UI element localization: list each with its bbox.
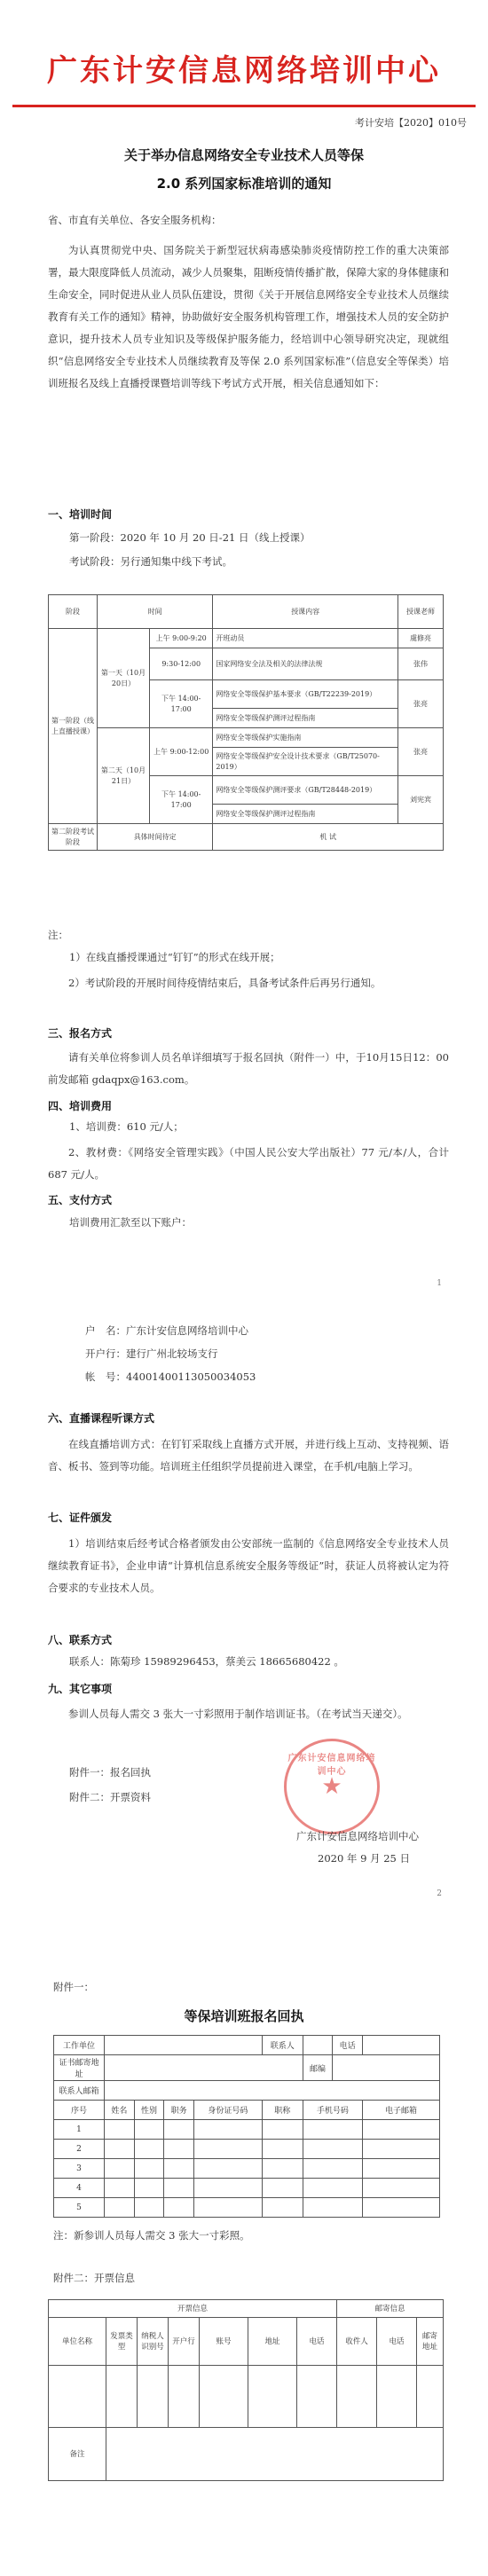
exam-stage-time: 考试阶段：另行通知集中线下考试。	[69, 555, 232, 568]
col-header: 地址	[248, 2318, 297, 2366]
slot-cell: 上午 9:00-9:20	[150, 629, 213, 648]
fee-training: 1、培训费：610 元/人；	[69, 1120, 184, 1133]
invoice-table	[48, 2299, 444, 2481]
input-contact[interactable]	[303, 2036, 333, 2055]
row-number: 5	[54, 2198, 105, 2218]
stage2-label: 第二阶段考试阶段	[49, 824, 98, 851]
cell[interactable]	[303, 2198, 362, 2218]
note-2: 2）考试阶段的开展时间待疫情结束后，具备考试条件后再另行通知。	[68, 977, 382, 989]
cell[interactable]	[164, 2179, 194, 2198]
cell[interactable]	[164, 2198, 194, 2218]
account-name: 户 名：广东计安信息网络培训中心	[85, 1324, 248, 1337]
annex1-title: 等保培训班报名回执	[184, 2008, 304, 2024]
cell[interactable]	[106, 2366, 138, 2428]
slot-cell: 上午 9:00-12:00	[150, 728, 213, 776]
cell[interactable]	[105, 2179, 135, 2198]
cell[interactable]	[363, 2140, 440, 2159]
col-header: 电子邮箱	[363, 2101, 440, 2120]
cell[interactable]	[134, 2140, 164, 2159]
cell[interactable]	[363, 2198, 440, 2218]
section-5-heading: 五、支付方式	[48, 1194, 113, 1206]
label-address: 证书邮寄地址	[54, 2055, 105, 2081]
annex1-note: 注：新参训人员每人需交 3 张大一寸彩照。	[53, 2229, 250, 2242]
stage2-time: 具体时间待定	[98, 824, 213, 851]
section-9-heading: 九、其它事项	[48, 1683, 113, 1695]
cell[interactable]	[164, 2120, 194, 2140]
attachment-2: 附件二：开票资料	[69, 1791, 151, 1803]
label-contact: 联系人	[262, 2036, 303, 2055]
annex1-label: 附件一：	[53, 1981, 94, 1993]
cell[interactable]	[134, 2159, 164, 2179]
content-cell: 网络安全等级保护基本要求（GB/T22239-2019）	[213, 680, 398, 709]
day2-label: 第二天（10月21日）	[98, 728, 150, 824]
section-6-heading: 六、直播课程听课方式	[48, 1412, 155, 1425]
slot-cell: 9:30-12:00	[150, 648, 213, 680]
cell[interactable]	[193, 2159, 262, 2179]
th-time: 时间	[98, 595, 213, 629]
teacher-cell: 张亮	[398, 680, 444, 728]
account-number: 帐 号：44001400113050034053	[85, 1370, 256, 1383]
slot-cell: 下午 14:00-17:00	[150, 680, 213, 728]
stage1-time: 第一阶段：2020 年 10 月 20 日-21 日（线上授课）	[69, 531, 311, 544]
col-header: 职称	[262, 2101, 303, 2120]
col-header: 账号	[200, 2318, 248, 2366]
content-cell: 国家网络安全法及相关的法律法规	[213, 648, 398, 680]
content-cell: 网络安全等级保护测评过程指南	[213, 709, 398, 728]
notice-title-line2: 2.0 系列国家标准培训的通知	[156, 176, 332, 192]
stage2-content: 机 试	[213, 824, 444, 851]
col-header: 电话	[297, 2318, 337, 2366]
cell[interactable]	[193, 2140, 262, 2159]
day1-label: 第一天（10月20日）	[98, 629, 150, 728]
col-header: 序号	[54, 2101, 105, 2120]
cell[interactable]	[297, 2366, 337, 2428]
doc-number: 考计安培【2020】010号	[355, 117, 467, 129]
th-stage: 阶段	[49, 595, 98, 629]
cell[interactable]	[138, 2366, 169, 2428]
col-header: 职务	[164, 2101, 194, 2120]
input-email[interactable]	[105, 2081, 440, 2101]
page-number-2: 2	[437, 1889, 442, 1898]
teacher-cell: 张伟	[398, 648, 444, 680]
cell[interactable]	[417, 2366, 444, 2428]
seal-text: 广东计安信息网络培训中心	[287, 1754, 376, 1777]
registration-form	[53, 2035, 440, 2218]
cell[interactable]	[134, 2120, 164, 2140]
label-unit: 工作单位	[54, 2036, 105, 2055]
col-header: 收件人	[337, 2318, 377, 2366]
schedule-table	[48, 594, 444, 851]
cell[interactable]	[164, 2140, 194, 2159]
seal-star-icon: ★	[321, 1773, 342, 1800]
group-mail: 邮寄信息	[337, 2300, 444, 2318]
content-cell: 网络安全等级保护安全设计技术要求（GB/T25070-2019）	[213, 748, 398, 776]
sign-org: 广东计安信息网络培训中心	[296, 1830, 419, 1842]
section-9-body: 参训人员每人需交 3 张大一寸彩照用于制作培训证书。（在考试当天递交）。	[68, 1708, 408, 1720]
cell[interactable]	[193, 2179, 262, 2198]
intro-paragraph: 为认真贯彻党中央、国务院关于新型冠状病毒感染肺炎疫情防控工作的重大决策部署，最大限度降低人员流动，减少人员聚集，阻断疫情传播扩散，保障大家的身体健康和生命安全，同时促进从业人员队伍建设，贯彻《关于开展信息网络安全专业技术人员继续教育有关工作的通知》精神，协助做好安全服务机构管理工作，增强技术人员的安全防护意识，提升技术人员专业知识及等级保护服务能力，经培训中心领导研究决定，现就组织“信息网络安全专业技术人员继续教育及等保 2.0 系列国家标准”（信息安全等保类）培训班报名及线上直播授课暨培训等线下考试方式开展，相关信息通知如下：	[48, 244, 449, 389]
input-unit[interactable]	[105, 2036, 263, 2055]
th-teacher: 授课老师	[398, 595, 444, 629]
input-zip[interactable]	[333, 2055, 440, 2081]
col-header: 电话	[377, 2318, 417, 2366]
section-3-body: 请有关单位将参训人员名单详细填写于报名回执（附件一）中，于10月15日12：00前发邮箱 gdaqpx@163.com。	[48, 1051, 449, 1086]
section-8-body: 联系人：陈菊珍 15989296453，蔡美云 18665680422 。	[69, 1655, 344, 1668]
section-1-heading: 一、培训时间	[48, 508, 113, 521]
cell[interactable]	[248, 2366, 297, 2428]
group-invoice: 开票信息	[49, 2300, 337, 2318]
salutation: 省、市直有关单位、各安全服务机构：	[48, 214, 222, 226]
section-5-body: 培训费用汇款至以下账户：	[69, 1216, 192, 1229]
red-divider	[12, 105, 476, 107]
cell[interactable]	[262, 2140, 303, 2159]
section-3-heading: 三、报名方式	[48, 1027, 113, 1040]
annex2-label: 附件二：开票信息	[53, 2272, 135, 2284]
cell[interactable]	[49, 2366, 106, 2428]
cell[interactable]	[262, 2120, 303, 2140]
col-header: 纳税人识别号	[138, 2318, 169, 2366]
stage1-label: 第一阶段（线上直播授课）	[49, 629, 98, 824]
cell[interactable]	[262, 2198, 303, 2218]
col-header: 开户行	[169, 2318, 200, 2366]
cell[interactable]	[262, 2179, 303, 2198]
label-zip: 邮编	[303, 2055, 333, 2081]
cell[interactable]	[193, 2198, 262, 2218]
section-8-heading: 八、联系方式	[48, 1634, 113, 1646]
notes-label: 注：	[48, 929, 68, 941]
cell[interactable]	[105, 2120, 135, 2140]
note-1: 1）在线直播授课通过“钉钉”的形式在线开展；	[69, 951, 280, 963]
cell[interactable]	[303, 2179, 362, 2198]
section-7-heading: 七、证件颁发	[48, 1512, 113, 1524]
cell[interactable]	[303, 2159, 362, 2179]
cell[interactable]	[105, 2198, 135, 2218]
content-cell: 网络安全等级保护测评要求（GB/T28448-2019）	[213, 776, 398, 805]
cell[interactable]	[377, 2366, 417, 2428]
input-phone[interactable]	[363, 2036, 440, 2055]
teacher-cell: 虞修亮	[398, 629, 444, 648]
note-cell[interactable]	[106, 2428, 444, 2481]
col-header: 身份证号码	[193, 2101, 262, 2120]
section-6-body: 在线直播培训方式：在钉钉采取线上直播方式开展，并进行线上互动、支持视频、语音、板书、签到等功能。培训班主任组织学员提前进入课堂，在手机/电脑上学习。	[48, 1438, 449, 1473]
teacher-cell: 张亮	[398, 728, 444, 776]
cell[interactable]	[164, 2159, 194, 2179]
slot-cell: 下午 14:00-17:00	[150, 776, 213, 824]
official-seal	[284, 1739, 380, 1834]
col-header: 手机号码	[303, 2101, 362, 2120]
cell[interactable]	[363, 2159, 440, 2179]
cell[interactable]	[134, 2179, 164, 2198]
th-content: 授课内容	[213, 595, 398, 629]
cell[interactable]	[105, 2159, 135, 2179]
cell[interactable]	[105, 2140, 135, 2159]
label-email: 联系人邮箱	[54, 2081, 105, 2101]
cell[interactable]	[169, 2366, 200, 2428]
col-header: 性别	[134, 2101, 164, 2120]
content-cell: 网络安全等级保护实施指南	[213, 728, 398, 748]
cell[interactable]	[303, 2120, 362, 2140]
notice-title-line1: 关于举办信息网络安全专业技术人员等保	[123, 147, 364, 163]
content-cell: 开班动员	[213, 629, 398, 648]
input-address[interactable]	[105, 2055, 303, 2081]
cell[interactable]	[193, 2120, 262, 2140]
page-number: 1	[437, 1279, 442, 1288]
col-header: 单位名称	[49, 2318, 106, 2366]
attachment-1: 附件一：报名回执	[69, 1766, 151, 1779]
page-2	[0, 1304, 488, 1836]
row-number: 1	[54, 2120, 105, 2140]
section-4-heading: 四、培训费用	[48, 1100, 113, 1112]
fee-textbook: 2、教材费：《网络安全管理实践》（中国人民公安大学出版社）77 元/本/人，合计 687 元/人。	[48, 1146, 449, 1181]
teacher-cell: 刘宪宾	[398, 776, 444, 824]
cell[interactable]	[134, 2198, 164, 2218]
col-header: 姓名	[105, 2101, 135, 2120]
cell[interactable]	[303, 2140, 362, 2159]
cell[interactable]	[200, 2366, 248, 2428]
row-number: 2	[54, 2140, 105, 2159]
cell[interactable]	[363, 2120, 440, 2140]
col-header: 发票类型	[106, 2318, 138, 2366]
account-bank: 开户行：建行广州北较场支行	[85, 1347, 218, 1360]
sign-date: 2020 年 9 月 25 日	[318, 1852, 410, 1865]
content-cell: 网络安全等级保护测评过程指南	[213, 805, 398, 824]
cell[interactable]	[262, 2159, 303, 2179]
org-title: 广东计安信息网络培训中心	[47, 53, 441, 89]
note-label: 备注	[49, 2428, 106, 2481]
col-header: 邮寄地址	[417, 2318, 444, 2366]
row-number: 3	[54, 2159, 105, 2179]
label-phone: 电话	[333, 2036, 363, 2055]
row-number: 4	[54, 2179, 105, 2198]
cell[interactable]	[363, 2179, 440, 2198]
cell[interactable]	[337, 2366, 377, 2428]
section-7-body: 1）培训结束后经考试合格者颁发由公安部统一监制的《信息网络安全专业技术人员继续教育证书》，企业申请“计算机信息系统安全服务等级证”时，获证人员将被认定为符合要求的专业技术人员。	[48, 1537, 449, 1594]
